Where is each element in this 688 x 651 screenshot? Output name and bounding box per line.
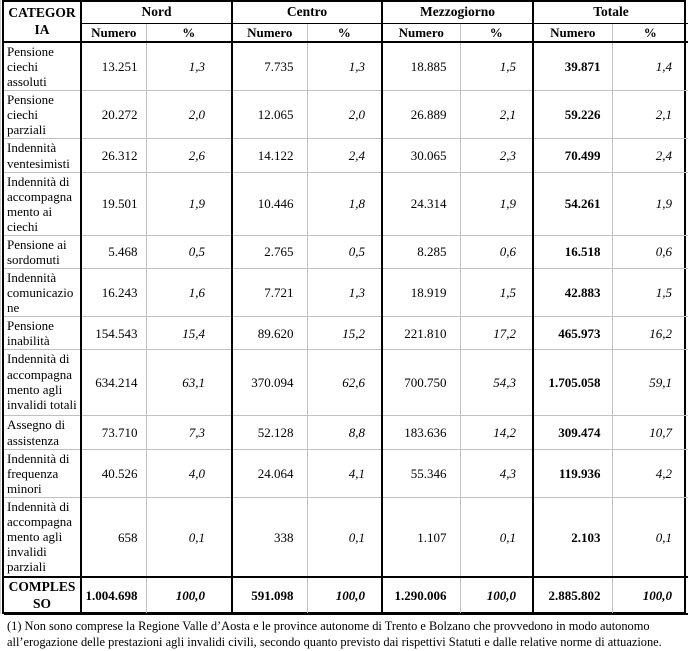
nord-numero-cell: 634.214: [81, 350, 146, 416]
group-header-totale: Totale: [533, 2, 688, 23]
totale-percent-cell: 0,1: [612, 497, 688, 577]
mezzogiorno-numero-cell: 18.885: [382, 42, 460, 91]
centro-numero-cell: 370.094: [232, 350, 307, 416]
mezzogiorno-percent-cell: 4,3: [460, 449, 533, 497]
table-row: [4, 139, 688, 172]
report-page: [2, 0, 686, 650]
totale-numero-cell: 59.226: [533, 91, 612, 139]
table-row: [4, 235, 688, 268]
nord-percent-cell: 2,0: [146, 91, 232, 139]
centro-percent-cell: 2,0: [307, 91, 382, 139]
mezzogiorno-numero-cell: 26.889: [382, 91, 460, 139]
total-category-cell: COMPLESSO: [4, 577, 81, 613]
centro-numero-cell: 7.735: [232, 42, 307, 91]
totale-numero-cell: 16.518: [533, 235, 612, 268]
mezzogiorno-percent-cell: 1,5: [460, 269, 533, 317]
centro-percent-cell: 2,4: [307, 139, 382, 172]
totale-percent-cell: 59,1: [612, 350, 688, 416]
nord-numero-cell: 16.243: [81, 269, 146, 317]
nord-percent-header: %: [146, 23, 232, 42]
mezzogiorno-percent-cell: 14,2: [460, 416, 533, 449]
total-totale-numero-cell: 2.885.802: [533, 577, 612, 613]
mezzogiorno-percent-cell: 1,5: [460, 42, 533, 91]
centro-numero-cell: 14.122: [232, 139, 307, 172]
centro-percent-header: %: [307, 23, 382, 42]
subheader-row: [4, 23, 688, 42]
nord-percent-cell: 1,3: [146, 42, 232, 91]
mezzogiorno-numero-cell: 1.107: [382, 497, 460, 577]
category-cell: Pensione ciechi parziali: [4, 91, 81, 139]
left-edge-line: [0, 0, 1, 614]
totale-numero-cell: 465.973: [533, 317, 612, 350]
centro-numero-cell: 10.446: [232, 172, 307, 235]
nord-percent-cell: 1,9: [146, 172, 232, 235]
table-row: [4, 449, 688, 497]
category-cell: Indennità ventesimisti: [4, 139, 81, 172]
totale-percent-cell: 4,2: [612, 449, 688, 497]
nord-percent-cell: 1,6: [146, 269, 232, 317]
pension-categories-table: [4, 2, 688, 615]
totale-percent-cell: 2,1: [612, 91, 688, 139]
nord-numero-header: Numero: [81, 23, 146, 42]
mezzogiorno-percent-cell: 0,1: [460, 497, 533, 577]
table-header: [4, 2, 688, 42]
centro-numero-cell: 338: [232, 497, 307, 577]
centro-numero-cell: 7.721: [232, 269, 307, 317]
mezzogiorno-numero-cell: 221.810: [382, 317, 460, 350]
mezzogiorno-numero-cell: 55.346: [382, 449, 460, 497]
nord-numero-cell: 26.312: [81, 139, 146, 172]
centro-percent-cell: 4,1: [307, 449, 382, 497]
totale-numero-cell: 119.936: [533, 449, 612, 497]
centro-percent-cell: 15,2: [307, 317, 382, 350]
category-cell: Indennità di accompagnamento agli invalidi parziali: [4, 497, 81, 577]
mezzogiorno-numero-cell: 18.919: [382, 269, 460, 317]
table-row: [4, 172, 688, 235]
total-row: [4, 577, 688, 613]
nord-percent-cell: 0,5: [146, 235, 232, 268]
nord-numero-cell: 73.710: [81, 416, 146, 449]
centro-percent-cell: 1,3: [307, 269, 382, 317]
totale-percent-cell: 16,2: [612, 317, 688, 350]
group-header-centro: Centro: [232, 2, 382, 23]
category-column-header: CATEGORIA: [4, 2, 81, 42]
table-row: [4, 42, 688, 91]
nord-percent-cell: 7,3: [146, 416, 232, 449]
mezzogiorno-numero-header: Numero: [382, 23, 460, 42]
nord-percent-cell: 2,6: [146, 139, 232, 172]
table-body: [4, 42, 688, 614]
totale-numero-cell: 2.103: [533, 497, 612, 577]
centro-percent-cell: 8,8: [307, 416, 382, 449]
totale-percent-cell: 1,5: [612, 269, 688, 317]
mezzogiorno-percent-cell: 2,3: [460, 139, 533, 172]
totale-percent-cell: 10,7: [612, 416, 688, 449]
nord-percent-cell: 0,1: [146, 497, 232, 577]
nord-numero-cell: 13.251: [81, 42, 146, 91]
category-cell: Indennità di accompagnamento agli invalidi totali: [4, 350, 81, 416]
table-row: [4, 269, 688, 317]
table-row: [4, 350, 688, 416]
totale-percent-header: %: [612, 23, 688, 42]
totale-percent-cell: 1,9: [612, 172, 688, 235]
category-cell: Assegno di assistenza: [4, 416, 81, 449]
mezzogiorno-numero-cell: 183.636: [382, 416, 460, 449]
nord-numero-cell: 20.272: [81, 91, 146, 139]
nord-percent-cell: 4,0: [146, 449, 232, 497]
nord-numero-cell: 19.501: [81, 172, 146, 235]
category-cell: Indennità comunicazione: [4, 269, 81, 317]
centro-percent-cell: 1,3: [307, 42, 382, 91]
centro-percent-cell: 0,5: [307, 235, 382, 268]
total-totale-percent-cell: 100,0: [612, 577, 688, 613]
group-header-mezzogiorno: Mezzogiorno: [382, 2, 533, 23]
mezzogiorno-numero-cell: 700.750: [382, 350, 460, 416]
totale-numero-cell: 1.705.058: [533, 350, 612, 416]
centro-percent-cell: 1,8: [307, 172, 382, 235]
footnote: (1) Non sono comprese la Regione Valle d’Aosta e le province autonome di Trento e Bolzano che provvedono in modo autonomo all’erogazione delle prestazioni agli invalidi civili, secondo quanto previsto dai rispettivi Statuti e dalle relative norme di attuazione.: [7, 618, 662, 650]
totale-numero-header: Numero: [533, 23, 612, 42]
total-centro-percent-cell: 100,0: [307, 577, 382, 613]
category-cell: Pensione inabilità: [4, 317, 81, 350]
totale-percent-cell: 1,4: [612, 42, 688, 91]
total-nord-numero-cell: 1.004.698: [81, 577, 146, 613]
totale-numero-cell: 54.261: [533, 172, 612, 235]
mezzogiorno-percent-cell: 0,6: [460, 235, 533, 268]
totale-numero-cell: 309.474: [533, 416, 612, 449]
nord-numero-cell: 658: [81, 497, 146, 577]
totale-numero-cell: 42.883: [533, 269, 612, 317]
centro-percent-cell: 0,1: [307, 497, 382, 577]
nord-numero-cell: 154.543: [81, 317, 146, 350]
centro-numero-header: Numero: [232, 23, 307, 42]
centro-numero-cell: 12.065: [232, 91, 307, 139]
mezzogiorno-numero-cell: 24.314: [382, 172, 460, 235]
table-row: [4, 91, 688, 139]
totale-percent-cell: 0,6: [612, 235, 688, 268]
table-row: [4, 416, 688, 449]
mezzogiorno-numero-cell: 30.065: [382, 139, 460, 172]
total-mezzogiorno-numero-cell: 1.290.006: [382, 577, 460, 613]
mezzogiorno-percent-cell: 1,9: [460, 172, 533, 235]
mezzogiorno-percent-cell: 54,3: [460, 350, 533, 416]
nord-numero-cell: 40.526: [81, 449, 146, 497]
centro-numero-cell: 2.765: [232, 235, 307, 268]
category-cell: Pensione ai sordomuti: [4, 235, 81, 268]
nord-percent-cell: 15,4: [146, 317, 232, 350]
nord-numero-cell: 5.468: [81, 235, 146, 268]
table-row: [4, 497, 688, 577]
total-mezzogiorno-percent-cell: 100,0: [460, 577, 533, 613]
mezzogiorno-percent-header: %: [460, 23, 533, 42]
table-row: [4, 317, 688, 350]
centro-percent-cell: 62,6: [307, 350, 382, 416]
centro-numero-cell: 52.128: [232, 416, 307, 449]
group-header-nord: Nord: [81, 2, 232, 23]
total-nord-percent-cell: 100,0: [146, 577, 232, 613]
centro-numero-cell: 24.064: [232, 449, 307, 497]
category-cell: Pensione ciechi assoluti: [4, 42, 81, 91]
category-cell: Indennità di frequenza minori: [4, 449, 81, 497]
mezzogiorno-percent-cell: 2,1: [460, 91, 533, 139]
totale-percent-cell: 2,4: [612, 139, 688, 172]
total-centro-numero-cell: 591.098: [232, 577, 307, 613]
mezzogiorno-percent-cell: 17,2: [460, 317, 533, 350]
group-header-row: [4, 2, 688, 23]
totale-numero-cell: 39.871: [533, 42, 612, 91]
centro-numero-cell: 89.620: [232, 317, 307, 350]
nord-percent-cell: 63,1: [146, 350, 232, 416]
mezzogiorno-numero-cell: 8.285: [382, 235, 460, 268]
category-cell: Indennità di accompagnamento ai ciechi: [4, 172, 81, 235]
totale-numero-cell: 70.499: [533, 139, 612, 172]
